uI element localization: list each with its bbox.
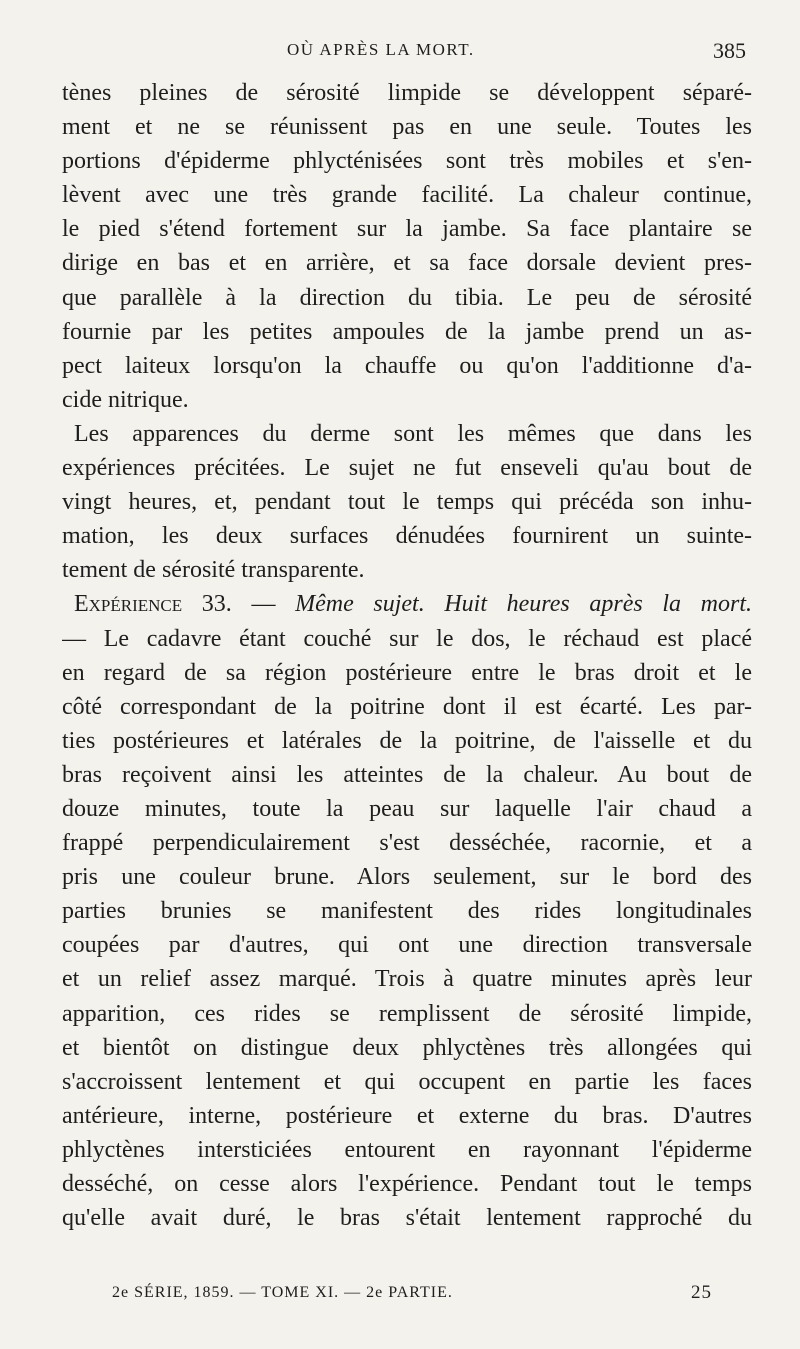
text-line: pect laiteux lorsqu'on la chauffe ou qu'on l'additionne d'a- xyxy=(62,352,752,379)
running-head: OÙ APRÈS LA MORT. xyxy=(287,40,475,59)
text-line: vingt heures, et, pendant tout le temps qui précéda son inhu- xyxy=(62,489,752,516)
experiment-timing: Huit heures après la mort. xyxy=(444,591,752,618)
text-line: tènes pleines de sérosité limpide se développent séparé- xyxy=(62,80,752,106)
text-line: qu'elle avait duré, le bras s'était lentement rapproché du xyxy=(62,1205,752,1232)
text-line: portions d'épiderme phlycténisées sont très mobiles et s'en- xyxy=(62,148,752,175)
text-line: bras reçoivent ainsi les atteintes de la chaleur. Au bout de xyxy=(62,761,752,788)
text-line: et bientôt on distingue deux phlyctènes très allongées qui xyxy=(62,1034,752,1061)
experiment-heading xyxy=(62,587,752,621)
text-line: en regard de sa région postérieure entre le bras droit et le xyxy=(62,659,752,686)
page-number: 385 xyxy=(713,38,746,63)
text-line: le pied s'étend fortement sur la jambe. Sa face plantaire se xyxy=(62,216,752,243)
text-line: desséché, on cesse alors l'expérience. Pendant tout le temps xyxy=(62,1171,752,1197)
text-line: antérieure, interne, postérieure et externe du bras. D'autres xyxy=(62,1102,752,1129)
text-line: tement de sérosité transparente. xyxy=(62,557,365,584)
text-line: Les apparences du derme sont les mêmes que dans les xyxy=(74,420,752,447)
experiment-label: Expérience 33. xyxy=(74,591,232,618)
page-header xyxy=(62,34,752,74)
text-line: — Le cadavre étant couché sur le dos, le réchaud est placé xyxy=(62,625,752,652)
body-text xyxy=(62,76,752,1235)
text-line: mation, les deux surfaces dénudées fournirent un suinte- xyxy=(62,523,752,550)
text-line: coupées par d'autres, qui ont une direction transversale xyxy=(62,932,752,959)
signature-mark: 25 xyxy=(691,1282,712,1303)
text-line: que parallèle à la direction du tibia. Le peu de sérosité xyxy=(62,284,752,311)
text-line: côté correspondant de la poitrine dont il est écarté. Les par- xyxy=(62,693,752,720)
text-line: pris une couleur brune. Alors seulement, sur le bord des xyxy=(62,864,752,891)
text-line: cide nitrique. xyxy=(62,386,189,413)
heading-dash: — xyxy=(251,591,276,618)
text-line: ties postérieures et latérales de la poitrine, de l'aisselle et du xyxy=(62,727,752,754)
page-footer xyxy=(112,1284,712,1312)
text-line: frappé perpendiculairement s'est desséchée, racornie, et a xyxy=(62,830,752,857)
text-line: fournie par les petites ampoules de la jambe prend un as- xyxy=(62,318,752,345)
text-line: douze minutes, toute la peau sur laquelle l'air chaud a xyxy=(62,795,752,822)
series-line: 2e SÉRIE, 1859. — TOME XI. — 2e PARTIE. xyxy=(112,1284,453,1301)
text-line: ment et ne se réunissent pas en une seule. Toutes les xyxy=(62,114,752,141)
text-line: expériences précitées. Le sujet ne fut enseveli qu'au bout de xyxy=(62,455,752,482)
text-line: lèvent avec une très grande facilité. La chaleur continue, xyxy=(62,182,752,209)
text-line: dirige en bas et en arrière, et sa face dorsale devient pres- xyxy=(62,250,752,277)
experiment-subject: Même sujet. xyxy=(295,591,425,618)
text-line: parties brunies se manifestent des rides longitudinales xyxy=(62,898,752,925)
text-line: s'accroissent lentement et qui occupent en partie les faces xyxy=(62,1068,752,1095)
text-line: apparition, ces rides se remplissent de sérosité limpide, xyxy=(62,1000,752,1027)
text-line: et un relief assez marqué. Trois à quatre minutes après leur xyxy=(62,966,752,993)
text-line: phlyctènes intersticiées entourent en rayonnant l'épiderme xyxy=(62,1136,752,1163)
